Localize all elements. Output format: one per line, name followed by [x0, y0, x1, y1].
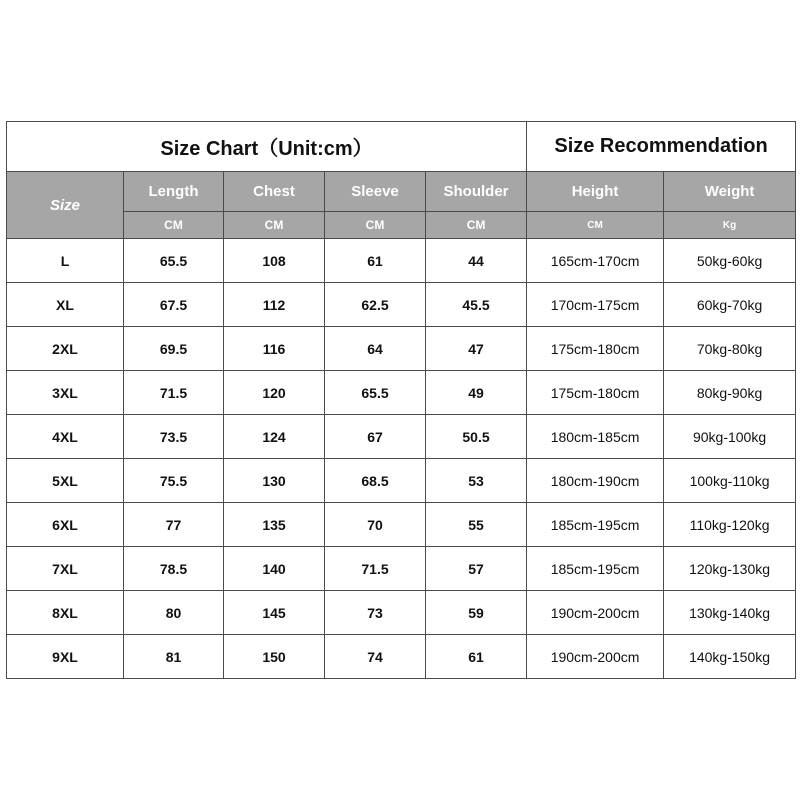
cell-shoulder: 50.5 [426, 415, 527, 459]
unit-length: CM [124, 212, 224, 239]
table-row [7, 591, 796, 635]
cell-shoulder: 45.5 [426, 283, 527, 327]
cell-sleeve: 73 [325, 591, 426, 635]
table-row [7, 503, 796, 547]
cell-length: 71.5 [124, 371, 224, 415]
cell-sleeve: 61 [325, 239, 426, 283]
cell-size: L [7, 239, 124, 283]
cell-height: 185cm-195cm [527, 547, 664, 591]
cell-height: 170cm-175cm [527, 283, 664, 327]
cell-length: 81 [124, 635, 224, 679]
table-row [7, 371, 796, 415]
cell-weight: 120kg-130kg [664, 547, 796, 591]
cell-chest: 135 [224, 503, 325, 547]
unit-weight: Kg [664, 212, 796, 239]
cell-shoulder: 55 [426, 503, 527, 547]
cell-chest: 120 [224, 371, 325, 415]
cell-sleeve: 68.5 [325, 459, 426, 503]
cell-weight: 70kg-80kg [664, 327, 796, 371]
cell-height: 185cm-195cm [527, 503, 664, 547]
cell-size: XL [7, 283, 124, 327]
cell-height: 175cm-180cm [527, 371, 664, 415]
column-header-length: Length [124, 172, 224, 212]
cell-chest: 140 [224, 547, 325, 591]
cell-length: 67.5 [124, 283, 224, 327]
cell-chest: 150 [224, 635, 325, 679]
unit-sleeve: CM [325, 212, 426, 239]
cell-chest: 145 [224, 591, 325, 635]
column-header-shoulder: Shoulder [426, 172, 527, 212]
cell-size: 2XL [7, 327, 124, 371]
cell-chest: 108 [224, 239, 325, 283]
cell-shoulder: 59 [426, 591, 527, 635]
cell-sleeve: 71.5 [325, 547, 426, 591]
unit-shoulder: CM [426, 212, 527, 239]
cell-shoulder: 57 [426, 547, 527, 591]
column-header-row [7, 172, 796, 212]
cell-shoulder: 47 [426, 327, 527, 371]
cell-weight: 130kg-140kg [664, 591, 796, 635]
cell-height: 180cm-185cm [527, 415, 664, 459]
cell-sleeve: 64 [325, 327, 426, 371]
cell-size: 8XL [7, 591, 124, 635]
cell-size: 4XL [7, 415, 124, 459]
size-chart-title: Size Chart（Unit:cm） [7, 122, 527, 172]
table-row [7, 327, 796, 371]
cell-weight: 80kg-90kg [664, 371, 796, 415]
cell-size: 7XL [7, 547, 124, 591]
table-row [7, 283, 796, 327]
table-row [7, 415, 796, 459]
column-header-sleeve: Sleeve [325, 172, 426, 212]
cell-length: 77 [124, 503, 224, 547]
unit-height: CM [527, 212, 664, 239]
column-header-weight: Weight [664, 172, 796, 212]
cell-weight: 50kg-60kg [664, 239, 796, 283]
cell-chest: 116 [224, 327, 325, 371]
cell-sleeve: 70 [325, 503, 426, 547]
cell-height: 175cm-180cm [527, 327, 664, 371]
unit-chest: CM [224, 212, 325, 239]
cell-weight: 110kg-120kg [664, 503, 796, 547]
cell-shoulder: 53 [426, 459, 527, 503]
cell-weight: 140kg-150kg [664, 635, 796, 679]
cell-chest: 124 [224, 415, 325, 459]
table-row [7, 547, 796, 591]
cell-height: 190cm-200cm [527, 635, 664, 679]
size-recommendation-title: Size Recommendation [527, 122, 796, 172]
cell-length: 78.5 [124, 547, 224, 591]
cell-weight: 100kg-110kg [664, 459, 796, 503]
cell-size: 9XL [7, 635, 124, 679]
table-row [7, 635, 796, 679]
column-header-chest: Chest [224, 172, 325, 212]
cell-length: 80 [124, 591, 224, 635]
cell-height: 180cm-190cm [527, 459, 664, 503]
cell-weight: 60kg-70kg [664, 283, 796, 327]
column-header-size: Size [7, 172, 124, 239]
cell-size: 6XL [7, 503, 124, 547]
cell-sleeve: 62.5 [325, 283, 426, 327]
cell-height: 190cm-200cm [527, 591, 664, 635]
cell-length: 69.5 [124, 327, 224, 371]
cell-shoulder: 49 [426, 371, 527, 415]
unit-header-row [7, 212, 796, 239]
cell-chest: 112 [224, 283, 325, 327]
cell-length: 75.5 [124, 459, 224, 503]
size-rows [7, 239, 796, 679]
cell-size: 3XL [7, 371, 124, 415]
cell-sleeve: 67 [325, 415, 426, 459]
cell-height: 165cm-170cm [527, 239, 664, 283]
cell-shoulder: 44 [426, 239, 527, 283]
table-row [7, 459, 796, 503]
size-chart-table [6, 121, 796, 679]
table-row [7, 239, 796, 283]
title-row [7, 122, 796, 172]
cell-weight: 90kg-100kg [664, 415, 796, 459]
cell-shoulder: 61 [426, 635, 527, 679]
cell-sleeve: 74 [325, 635, 426, 679]
column-header-height: Height [527, 172, 664, 212]
cell-length: 73.5 [124, 415, 224, 459]
cell-chest: 130 [224, 459, 325, 503]
cell-sleeve: 65.5 [325, 371, 426, 415]
cell-size: 5XL [7, 459, 124, 503]
cell-length: 65.5 [124, 239, 224, 283]
